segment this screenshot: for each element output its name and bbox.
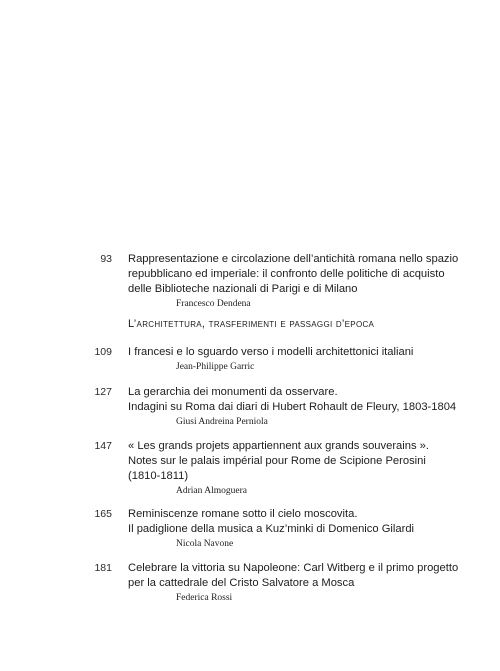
entry-title-line: Reminiscenze romane sotto il cielo moscovita. [128,508,358,520]
entry-title-line: Celebrare la vittoria su Napoleone: Carl Witberg e il primo progetto [128,562,459,574]
entry-title [128,252,468,297]
entry-title-line: repubblicano ed imperiale: il confronto delle politiche di acquisto [128,268,445,280]
entry-title [128,439,468,484]
page-number: 165 [94,508,112,520]
entry-title-line: « Les grands projets appartiennent aux grands souverains ». [128,440,430,452]
entry-title-line: I francesi e lo sguardo verso i modelli architettonici italiani [128,346,414,358]
entry-title [128,385,468,415]
entry-author: Francesco Dendena [176,299,251,309]
entry-author: Giusi Andreina Perniola [176,417,268,427]
entry-author: Federica Rossi [176,593,233,603]
entry-title [128,561,468,591]
page-number: 147 [94,440,112,452]
entry-title-line: La gerarchia dei monumenti da osservare. [128,386,338,398]
entry-title [128,345,468,360]
section-heading-text: L’architettura, trasferimenti e passaggi d’epoca [128,318,375,330]
entry-author: Jean-Philippe Garric [176,362,255,372]
entry-title [128,507,468,537]
entry-title-line: Il padiglione della musica a Kuz’minki di Domenico Gilardi [128,523,415,535]
section-heading [128,318,374,330]
entry-title-line: delle Biblioteche nazionali di Parigi e di Milano [128,283,358,295]
entry-title-line: Rappresentazione e circolazione dell’antichità romana nello spazio [128,253,459,265]
entry-title-line: Notes sur le palais impérial pour Rome de Scipione Perosini [128,455,426,467]
page-number: 127 [94,386,112,398]
entry-title-line: Indagini su Roma dai diari di Hubert Rohault de Fleury, 1803-1804 [128,401,457,413]
entry-author: Adrian Almoguera [176,486,247,496]
page-number: 93 [100,253,112,265]
entry-author: Nicola Navone [176,539,234,549]
page-number: 109 [94,346,112,358]
page-number: 181 [94,562,112,574]
entry-title-line: per la cattedrale del Cristo Salvatore a Mosca [128,577,355,589]
entry-title-line: (1810-1811) [128,470,189,482]
